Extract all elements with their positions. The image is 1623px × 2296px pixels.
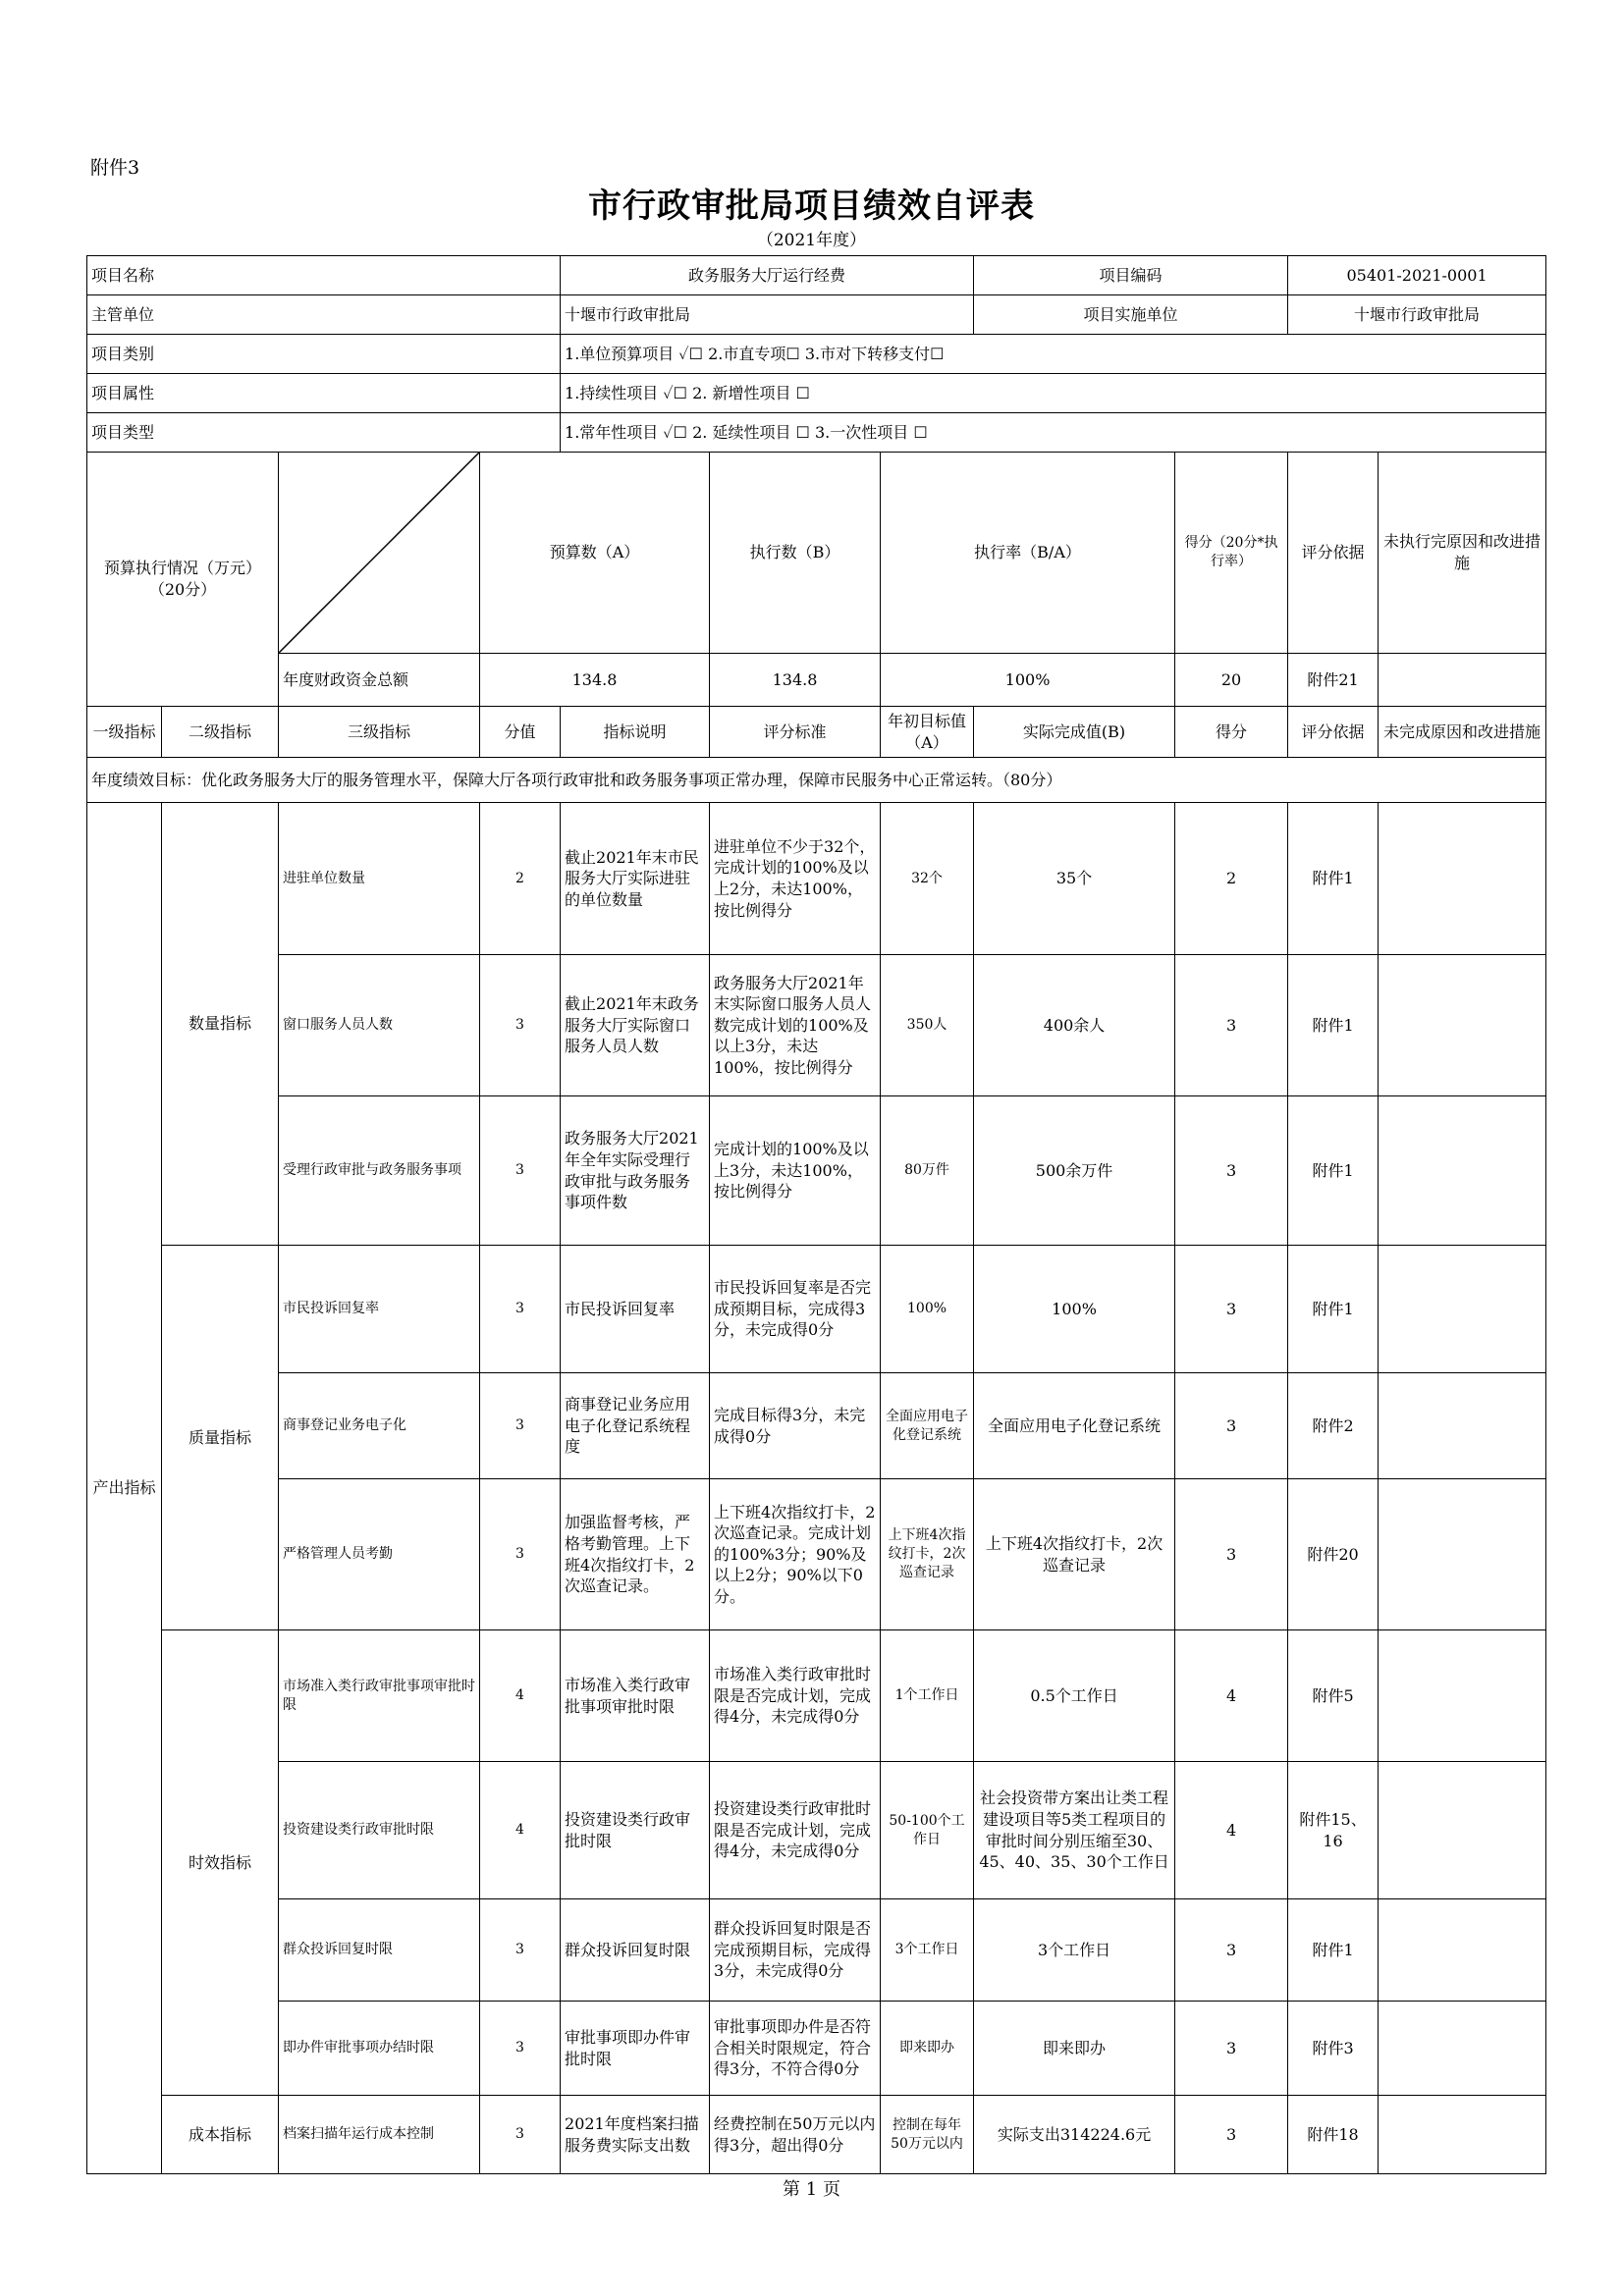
indicator-name: 档案扫描年运行成本控制 [279,2096,480,2174]
indicator-score: 3 [480,1479,561,1630]
header-standard: 评分标准 [710,707,881,758]
indicator-actual: 400余人 [974,955,1175,1096]
indicator-basis: 附件1 [1288,1899,1379,2002]
budget-label: 预算执行情况（万元）（20分） [87,453,279,707]
indicator-actual: 35个 [974,803,1175,955]
attachment-label: 附件3 [90,157,140,179]
indicator-name: 即办件审批事项办结时限 [279,2002,480,2096]
header-target: 年初目标值（A） [881,707,974,758]
indicator-name: 市场准入类行政审批事项审批时限 [279,1630,480,1762]
indicator-score: 3 [480,2096,561,2174]
indicator-standard: 投资建设类行政审批时限是否完成计划，完成得4分，未完成得0分 [710,1762,881,1899]
indicator-desc: 群众投诉回复时限 [561,1899,710,2002]
lvl1-cell: 产出指标 [87,803,162,2174]
header-reason: 未完成原因和改进措施 [1379,707,1546,758]
impl-label: 项目实施单位 [974,295,1288,335]
diagonal-cell [279,453,480,654]
indicator-basis: 附件1 [1288,1096,1379,1246]
indicator-row [87,1373,1546,1479]
indicator-desc: 加强监督考核，严格考勤管理。上下班4次指纹打卡，2次巡查记录。 [561,1479,710,1630]
indicator-target: 100% [881,1246,974,1373]
indicator-row [87,1899,1546,2002]
indicator-desc: 审批事项即办件审批时限 [561,2002,710,2096]
indicator-standard: 完成目标得3分，未完成得0分 [710,1373,881,1479]
indicator-desc: 2021年度档案扫描服务费实际支出数 [561,2096,710,2174]
budget-row-label: 年度财政资金总额 [279,654,480,707]
indicator-got: 3 [1175,1479,1288,1630]
reason-value [1379,654,1546,707]
indicator-row [87,2002,1546,2096]
indicator-standard: 市民投诉回复率是否完成预期目标，完成得3分，未完成得0分 [710,1246,881,1373]
indicator-row [87,1246,1546,1373]
page-number: 第 1 页 [783,2179,840,2200]
indicator-target: 1个工作日 [881,1630,974,1762]
header-lvl3: 三级指标 [279,707,480,758]
page-title: 市行政审批局项目绩效自评表 [588,187,1035,226]
budget-header-row [87,453,1546,654]
indicator-name: 投资建设类行政审批时限 [279,1762,480,1899]
indicator-score: 3 [480,1899,561,2002]
project-code-value: 05401-2021-0001 [1288,256,1546,295]
indicator-row [87,2096,1546,2174]
indicator-actual: 500余万件 [974,1096,1175,1246]
score-value: 20 [1175,654,1288,707]
indicator-actual: 即来即办 [974,2002,1175,2096]
indicator-target: 80万件 [881,1096,974,1246]
indicator-name: 窗口服务人员人数 [279,955,480,1096]
col-reason: 未执行完原因和改进措施 [1379,453,1546,654]
lvl2-cell: 成本指标 [162,2096,279,2174]
indicator-standard: 群众投诉回复时限是否完成预期目标，完成得3分，未完成得0分 [710,1899,881,2002]
dept-value: 十堰市行政审批局 [561,295,974,335]
evaluation-table [86,255,1546,2174]
indicator-score: 4 [480,1630,561,1762]
indicator-standard: 进驻单位不少于32个，完成计划的100%及以上2分，未达100%，按比例得分 [710,803,881,955]
indicator-reason [1379,1762,1546,1899]
indicator-basis: 附件1 [1288,803,1379,955]
exec-value: 134.8 [710,654,881,707]
indicator-desc: 截止2021年末政务服务大厅实际窗口服务人员人数 [561,955,710,1096]
indicator-got: 3 [1175,2002,1288,2096]
indicator-standard: 政务服务大厅2021年末实际窗口服务人员人数完成计划的100%及以上3分，未达100%，按比例得分 [710,955,881,1096]
attribute-label: 项目属性 [87,374,561,413]
project-name-label: 项目名称 [87,256,561,295]
indicator-reason [1379,1373,1546,1479]
budget-value: 134.8 [480,654,710,707]
indicator-name: 群众投诉回复时限 [279,1899,480,2002]
indicator-reason [1379,1899,1546,2002]
indicator-score: 3 [480,955,561,1096]
indicator-target: 50-100个工作日 [881,1762,974,1899]
indicator-actual: 0.5个工作日 [974,1630,1175,1762]
indicator-actual: 3个工作日 [974,1899,1175,2002]
indicator-got: 3 [1175,2096,1288,2174]
indicator-row [87,1096,1546,1246]
header-lvl1: 一级指标 [87,707,162,758]
header-lvl2: 二级指标 [162,707,279,758]
indicator-basis: 附件20 [1288,1479,1379,1630]
budget-value-row [87,654,1546,707]
header-got: 得分 [1175,707,1288,758]
indicator-name: 受理行政审批与政务服务事项 [279,1096,480,1246]
indicator-reason [1379,1246,1546,1373]
info-row-dept [87,295,1546,335]
indicator-reason [1379,1630,1546,1762]
category-value: 1.单位预算项目 ✓☐ 2.市直专项☐ 3.市对下转移支付☐ [561,335,1546,374]
indicator-desc: 市民投诉回复率 [561,1246,710,1373]
type-label: 项目类型 [87,413,561,453]
indicator-basis: 附件3 [1288,2002,1379,2096]
indicator-desc: 政务服务大厅2021年全年实际受理行政审批与政务服务事项件数 [561,1096,710,1246]
diagonal-line [279,453,479,653]
indicator-standard: 审批事项即办件是否符合相关时限规定，符合得3分，不符合得0分 [710,2002,881,2096]
col-rate: 执行率（B/A） [881,453,1175,654]
indicator-name: 商事登记业务电子化 [279,1373,480,1479]
impl-value: 十堰市行政审批局 [1288,295,1546,335]
indicator-got: 2 [1175,803,1288,955]
indicator-reason [1379,1096,1546,1246]
indicator-name: 市民投诉回复率 [279,1246,480,1373]
indicator-target: 上下班4次指纹打卡，2次巡查记录 [881,1479,974,1630]
indicator-name: 严格管理人员考勤 [279,1479,480,1630]
header-desc: 指标说明 [561,707,710,758]
indicator-got: 3 [1175,1899,1288,2002]
col-score: 得分（20分*执行率） [1175,453,1288,654]
indicator-row [87,1479,1546,1630]
indicator-got: 3 [1175,1096,1288,1246]
category-label: 项目类别 [87,335,561,374]
indicator-actual: 实际支出314224.6元 [974,2096,1175,2174]
indicator-score: 3 [480,2002,561,2096]
indicator-reason [1379,955,1546,1096]
basis-value: 附件21 [1288,654,1379,707]
indicator-basis: 附件2 [1288,1373,1379,1479]
indicator-target: 32个 [881,803,974,955]
lvl2-cell: 质量指标 [162,1246,279,1630]
indicator-score: 4 [480,1762,561,1899]
indicator-row [87,803,1546,955]
indicator-actual: 全面应用电子化登记系统 [974,1373,1175,1479]
indicator-got: 3 [1175,1246,1288,1373]
indicator-desc: 截止2021年末市民服务大厅实际进驻的单位数量 [561,803,710,955]
rate-value: 100% [881,654,1175,707]
indicator-score: 3 [480,1246,561,1373]
indicator-basis: 附件5 [1288,1630,1379,1762]
lvl2-cell: 数量指标 [162,803,279,1246]
indicator-reason [1379,803,1546,955]
header-actual: 实际完成值(B) [974,707,1175,758]
indicator-reason [1379,2002,1546,2096]
type-value: 1.常年性项目 ✓☐ 2. 延续性项目 ☐ 3.一次性项目 ☐ [561,413,1546,453]
indicator-desc: 市场准入类行政审批事项审批时限 [561,1630,710,1762]
indicator-reason [1379,2096,1546,2174]
indicator-row [87,1762,1546,1899]
indicator-target: 全面应用电子化登记系统 [881,1373,974,1479]
col-budget: 预算数（A） [480,453,710,654]
indicator-reason [1379,1479,1546,1630]
indicator-got: 3 [1175,955,1288,1096]
indicator-actual: 社会投资带方案出让类工程建设项目等5类工程项目的审批时间分别压缩至30、45、40、35、30个工作日 [974,1762,1175,1899]
project-code-label: 项目编码 [974,256,1288,295]
annual-goal: 年度绩效目标：优化政务服务大厅的服务管理水平，保障大厅各项行政审批和政务服务事项正常办理，保障市民服务中心正常运转。（80分） [87,758,1546,803]
info-row-attribute [87,374,1546,413]
indicator-basis: 附件18 [1288,2096,1379,2174]
indicator-target: 控制在每年50万元以内 [881,2096,974,2174]
header-basis: 评分依据 [1288,707,1379,758]
indicator-got: 4 [1175,1762,1288,1899]
indicator-got: 4 [1175,1630,1288,1762]
indicator-desc: 投资建设类行政审批时限 [561,1762,710,1899]
indicator-actual: 100% [974,1246,1175,1373]
indicator-header-row [87,707,1546,758]
indicator-standard: 完成计划的100%及以上3分，未达100%，按比例得分 [710,1096,881,1246]
info-row-type [87,413,1546,453]
dept-label: 主管单位 [87,295,561,335]
indicator-basis: 附件1 [1288,1246,1379,1373]
indicator-row [87,955,1546,1096]
info-row-name [87,256,1546,295]
indicator-desc: 商事登记业务应用电子化登记系统程度 [561,1373,710,1479]
project-name-value: 政务服务大厅运行经费 [561,256,974,295]
col-exec: 执行数（B） [710,453,881,654]
annual-goal-row [87,758,1546,803]
indicator-name: 进驻单位数量 [279,803,480,955]
indicator-standard: 市场准入类行政审批时限是否完成计划，完成得4分，未完成得0分 [710,1630,881,1762]
indicator-got: 3 [1175,1373,1288,1479]
indicator-target: 3个工作日 [881,1899,974,2002]
indicator-standard: 上下班4次指纹打卡，2次巡查记录。完成计划的100%3分；90%及以上2分；90%以下0分。 [710,1479,881,1630]
indicator-score: 3 [480,1096,561,1246]
lvl2-cell: 时效指标 [162,1630,279,2096]
indicator-basis: 附件15、16 [1288,1762,1379,1899]
indicator-standard: 经费控制在50万元以内得3分，超出得0分 [710,2096,881,2174]
col-basis: 评分依据 [1288,453,1379,654]
indicator-actual: 上下班4次指纹打卡，2次巡查记录 [974,1479,1175,1630]
indicator-score: 2 [480,803,561,955]
indicator-score: 3 [480,1373,561,1479]
year-subtitle: （2021年度） [756,231,867,250]
indicator-basis: 附件1 [1288,955,1379,1096]
attribute-value: 1.持续性项目 ✓☐ 2. 新增性项目 ☐ [561,374,1546,413]
header-score: 分值 [480,707,561,758]
indicator-target: 即来即办 [881,2002,974,2096]
indicator-target: 350人 [881,955,974,1096]
info-row-category [87,335,1546,374]
indicator-row [87,1630,1546,1762]
